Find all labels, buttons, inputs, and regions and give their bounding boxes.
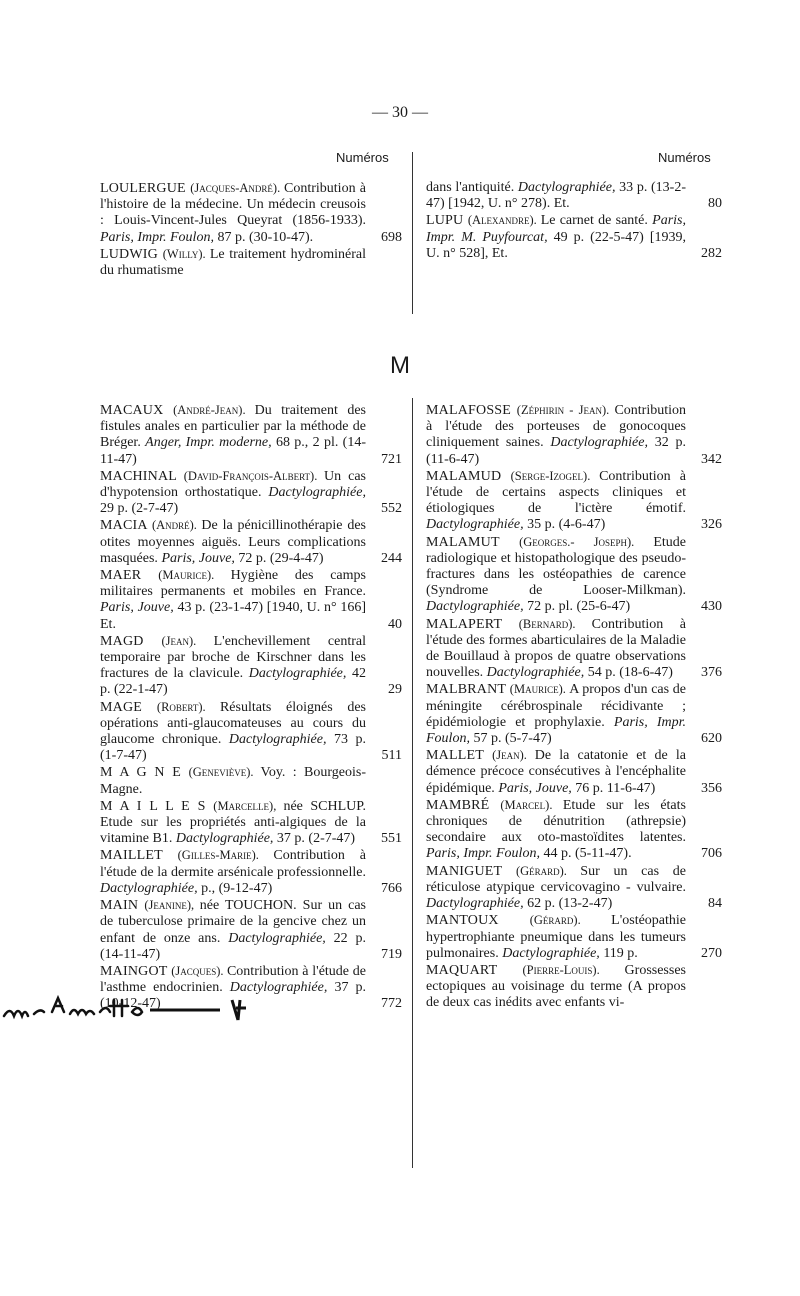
entry-name: MAIN [100, 898, 145, 914]
entry-given-name: (Geneviève). [188, 765, 261, 780]
entry-name: MAGE [100, 699, 157, 715]
entry-given-name: (Gilles-Marie). [177, 848, 274, 863]
entry-details: 37 p. (10-12-47) [100, 980, 366, 1012]
index-entry [426, 180, 722, 212]
entry-name: LUDWIG [100, 246, 163, 262]
handwritten-annotation [0, 992, 260, 1028]
entry-text [426, 863, 692, 913]
entry-text [100, 847, 372, 897]
entry-title: née SCHLUP. Etude sur les propriétés anti-algiques de la vitamine B1. [100, 798, 366, 847]
index-entry [426, 797, 722, 863]
entry-name: MAMBRÉ [426, 797, 501, 813]
entry-title: Etude radiologique et histopathologique des pseudo-fractures dans les ostéopathies de carence (Syndrome de Looser-Milkman). [426, 534, 686, 599]
entry-number: 282 [701, 245, 722, 261]
entry-text [426, 681, 692, 747]
index-entry [100, 517, 402, 567]
entry-text [426, 747, 692, 797]
entry-given-name: (David-François-Albert). [183, 468, 324, 483]
entry-publisher: Paris, Impr. Foulon, [426, 846, 540, 862]
entry-given-name: (Willy). [162, 246, 210, 261]
index-entry [100, 180, 402, 246]
entry-details: 62 p. (13-2-47) [523, 896, 613, 912]
entry-details: p., (9-12-47) [197, 880, 273, 896]
entry-publisher: Dactylographiée, [229, 980, 328, 996]
entry-details: 54 p. (18-6-47) [584, 665, 673, 681]
entry-number: 29 [388, 682, 402, 698]
index-entry [426, 212, 722, 262]
entry-title: Le carnet de santé. [540, 213, 653, 229]
entry-title: Le traitement hydrominéral du rhumatisme [100, 246, 366, 279]
entry-number: 84 [708, 896, 722, 912]
entry-number: 270 [701, 945, 722, 961]
section-letter: M [390, 352, 410, 379]
entry-details: 73 p. (1-7-47) [100, 732, 366, 764]
index-entry [100, 402, 402, 468]
entry-name: MAER [100, 568, 159, 584]
entry-title: De la catatonie et de la démence précoce consécutives à l'encéphalite épidémique. [426, 748, 686, 796]
entry-title: Etude sur les états chroniques de dénutrition (athrepsie) secondaire aux oto-mastoïdites latentes. [426, 797, 686, 846]
entry-text [100, 633, 372, 699]
entry-name: MAQUART [426, 962, 523, 978]
entry-text [100, 798, 372, 848]
entry-details: 35 p. (4-6-47) [523, 517, 606, 533]
entry-title: Contribution à l'histoire de la médecine. Un médecin creusois : Louis-Vincent-Jules Queyrat (1856-1933). [100, 181, 366, 229]
entry-text [426, 616, 692, 682]
entry-title: Contribution à l'étude des formes abarticulaires de la Maladie de Bouillaud à propos de quatre observations nouvelles. [426, 616, 686, 681]
entry-publisher: Dactylographiée, [502, 945, 600, 961]
entry-number: 356 [701, 780, 722, 796]
index-entry [426, 962, 722, 1012]
entry-given-name: (Jacques). [171, 963, 227, 978]
entry-name: LOULERGUE [100, 181, 191, 196]
entry-number: 772 [381, 996, 402, 1012]
entry-text [100, 764, 372, 797]
column-divider-top [412, 152, 413, 314]
entry-publisher: Dactylographiée, [100, 880, 198, 896]
entry-publisher: Paris, Impr. Foulon, [100, 229, 214, 245]
index-entry [100, 567, 402, 633]
entry-details: 42 p. (22-1-47) [100, 666, 367, 698]
entry-given-name: (André). [151, 518, 202, 533]
index-entry [100, 847, 402, 897]
entry-given-name: (Jean). [161, 633, 214, 648]
entry-name: MAILLET [100, 848, 178, 864]
entry-name: MACAUX [100, 403, 174, 418]
index-entry [426, 747, 722, 797]
index-entry [100, 246, 402, 279]
entry-title: Contribution à l'étude de la dermite arsénicale professionnelle. [100, 848, 367, 880]
entry-name: MALAPERT [426, 616, 519, 632]
entry-title: Contribution à l'étude de certains aspects cliniques et étiologiques de l'ictère émotif. [426, 468, 686, 517]
entry-text [100, 517, 372, 567]
entry-title: Contribution à l'étude des porteuses de gonocoques cliniquement saines. [426, 403, 686, 451]
entry-given-name: (Jacques-André). [190, 181, 285, 195]
column-header-left: Numéros [336, 150, 389, 165]
column-divider-bottom [412, 398, 413, 1168]
entry-text [426, 962, 692, 1012]
entry-text [426, 402, 692, 468]
entry-publisher: Dactylographiée, [426, 896, 524, 912]
entry-publisher: Dactylographiée, [175, 831, 274, 847]
entry-title: Voy. : [260, 765, 305, 781]
entry-details: 44 p. (5-11-47). [539, 846, 632, 862]
entry-text [100, 402, 372, 468]
index-entry [426, 402, 722, 468]
entry-details: 32 p. (11-6-47) [426, 435, 686, 467]
entry-given-name: (Georges.- Joseph). [519, 534, 654, 549]
entry-publisher: Dactylographiée, [268, 485, 366, 501]
entry-text [100, 897, 372, 963]
entry-text [426, 534, 692, 616]
entry-details: 33 p. (13-2-47) [1942, U. n° 278). Et. [426, 180, 686, 212]
entry-publisher: Dactylographiée, [550, 435, 648, 451]
entry-given-name: (Maurice). [509, 682, 570, 697]
index-entry [100, 633, 402, 699]
entry-name: MALAFOSSE [426, 403, 517, 418]
entry-details: 72 p. (29-4-47) [234, 550, 324, 566]
entry-number: 551 [381, 831, 402, 847]
column-header-right: Numéros [658, 150, 711, 165]
entry-details: Bourgeois-Magne. [100, 765, 366, 797]
bottom-right-column [426, 402, 722, 1012]
page-number: — 30 — [372, 104, 428, 121]
entry-title: L'enchevillement central temporaire par broche de Kirschner dans les fractures de la clavicule. [100, 633, 366, 682]
index-entry [426, 681, 722, 747]
entry-given-name: (Alexandre). [467, 213, 541, 228]
entry-text [100, 699, 372, 765]
entry-details: 29 p. (2-7-47) [100, 501, 179, 517]
entry-name: MACIA [100, 518, 152, 534]
top-left-column [100, 180, 402, 279]
entry-details: 37 p. (2-7-47) [273, 831, 356, 847]
entry-text [426, 180, 692, 212]
entry-name: MACHINAL [100, 468, 184, 484]
entry-details: 119 p. [599, 945, 638, 961]
entry-details: 76 p. 11-6-47) [571, 780, 656, 796]
entry-name: MALBRANT [426, 682, 510, 698]
entry-text [100, 246, 372, 279]
entry-publisher: Dactylographiée, [486, 665, 585, 681]
entry-text [100, 468, 372, 518]
entry-number: 40 [388, 616, 402, 632]
entry-number: 719 [381, 946, 402, 962]
entry-publisher: Dactylographiée, [517, 180, 616, 195]
entry-publisher: Paris, Jouve, [161, 550, 235, 566]
entry-publisher: Dactylographiée, [426, 517, 524, 533]
entry-number: 698 [381, 229, 402, 245]
bottom-left-column [100, 402, 402, 1013]
index-entry [426, 863, 722, 913]
entry-details: 68 p., 2 pl. (14-11-47) [100, 435, 366, 467]
index-entry [100, 699, 402, 765]
entry-publisher: Paris, Jouve, [498, 780, 572, 796]
entry-publisher: Dactylographiée, [248, 666, 347, 682]
index-entry [100, 897, 402, 963]
entry-details: 72 p. pl. (25-6-47) [523, 599, 631, 615]
entry-given-name: (Gérard). [529, 913, 612, 928]
index-entry [100, 798, 402, 848]
entry-title: De la pénicillinothérapie des otites moyennes aiguës. Leurs complications masquées. [100, 518, 366, 566]
entry-number: 376 [701, 665, 722, 681]
entry-number: 766 [381, 880, 402, 896]
entry-text [426, 212, 692, 262]
entry-details: 43 p. (23-1-47) [1940, U. n° 166] Et. [100, 600, 366, 632]
entry-text [100, 567, 372, 633]
entry-details: 22 p. (14-11-47) [100, 930, 366, 962]
entry-name: MALAMUT [426, 534, 520, 550]
entry-number: 326 [701, 517, 722, 533]
entry-details: 57 p. (5-7-47) [469, 731, 552, 747]
entry-title: Du traitement des fistules anales en particulier par la méthode de Bréger. [100, 403, 366, 451]
entry-number: 620 [701, 731, 722, 747]
entry-number: 342 [701, 451, 722, 467]
entry-details: 87 p. (30-10-47). [213, 229, 314, 245]
entry-given-name: (André-Jean). [173, 403, 255, 417]
entry-given-name: (Gérard). [515, 863, 581, 878]
entry-number: 244 [381, 550, 402, 566]
entry-given-name: (Marcel). [500, 797, 563, 812]
index-entry [426, 616, 722, 682]
entry-title: née TOUCHON. Sur un cas de tuberculose primaire de la gencive chez un enfant de onze ans. [100, 898, 366, 946]
entry-title: Grossesses ectopiques au voisinage du terme (A propos de deux cas inédits avec enfants vi- [426, 962, 686, 1011]
entry-title: Hygiène des camps militaires permanents et mobiles en France. [100, 568, 366, 600]
entry-name: MANIGUET [426, 863, 516, 879]
entry-number: 511 [381, 748, 402, 764]
entry-title: A propos d'un cas de méningite cérébrospinale récidivante ; épidémiologie et prophylaxie. [426, 682, 686, 730]
entry-name: M A G N E [100, 765, 189, 781]
entry-given-name: (Robert). [156, 699, 220, 714]
entry-publisher: Dactylographiée, [228, 732, 327, 748]
entry-given-name: (Pierre-Louis). [522, 962, 625, 977]
entry-name: MANTOUX [426, 913, 530, 929]
entry-given-name: (Bernard). [518, 616, 592, 631]
entry-name: MAINGOT [100, 963, 172, 979]
entry-text [426, 468, 692, 534]
index-entry [100, 764, 402, 797]
entry-title: Sur un cas de réticulose atypique cervicovagino - vulvaire. [426, 863, 687, 895]
entry-given-name: (Zéphirin - Jean). [516, 403, 615, 417]
entry-name: LUPU [426, 213, 468, 229]
entry-name: MAGD [100, 633, 162, 649]
entry-text [426, 912, 692, 962]
entry-given-name: (Jean). [492, 748, 535, 763]
entry-title: Contribution à l'étude de l'asthme endocrinien. [100, 963, 367, 996]
entry-number: 721 [381, 451, 402, 467]
entry-text [426, 797, 692, 863]
top-right-column [426, 180, 722, 262]
entry-publisher: Anger, Impr. moderne, [145, 435, 272, 451]
index-entry [100, 468, 402, 518]
entry-publisher: Paris, Jouve, [100, 600, 174, 616]
entry-given-name: (Jeanine), [144, 898, 200, 913]
entry-text [100, 180, 372, 246]
entry-given-name: (Maurice). [158, 568, 231, 583]
entry-name: MALAMUD [426, 468, 511, 484]
entry-number: 430 [701, 599, 722, 615]
entry-number: 706 [701, 846, 722, 862]
entry-publisher: Paris, Impr. M. Puyfourcat, [426, 213, 686, 245]
index-entry [426, 912, 722, 962]
entry-publisher: Dactylographiée, [426, 599, 524, 615]
entry-name: MALLET [426, 748, 493, 764]
entry-given-name: (Marcelle), [213, 798, 284, 813]
entry-given-name: (Serge-Izogel). [510, 468, 600, 483]
entry-publisher: Dactylographiée, [228, 930, 326, 946]
entry-name: M A I L L E S [100, 798, 214, 814]
entry-details: 49 p. (22-5-47) [1939, U. n° 528], Et. [426, 229, 686, 261]
entry-title: L'ostéopathie hypertrophiante pneumique dans les tumeurs pulmonaires. [426, 913, 687, 961]
entry-publisher: Paris, Impr. Foulon, [426, 714, 687, 747]
entry-title: Résultats éloignés des opérations anti-glaucomateuses au cours du glaucome chronique. [100, 699, 366, 748]
entry-number: 552 [381, 501, 402, 517]
entry-title: Un cas d'hypotension orthostatique. [100, 468, 366, 501]
index-entry [426, 468, 722, 534]
entry-title: dans l'antiquité. [426, 180, 518, 195]
entry-number: 80 [708, 196, 722, 212]
index-entry [426, 534, 722, 616]
